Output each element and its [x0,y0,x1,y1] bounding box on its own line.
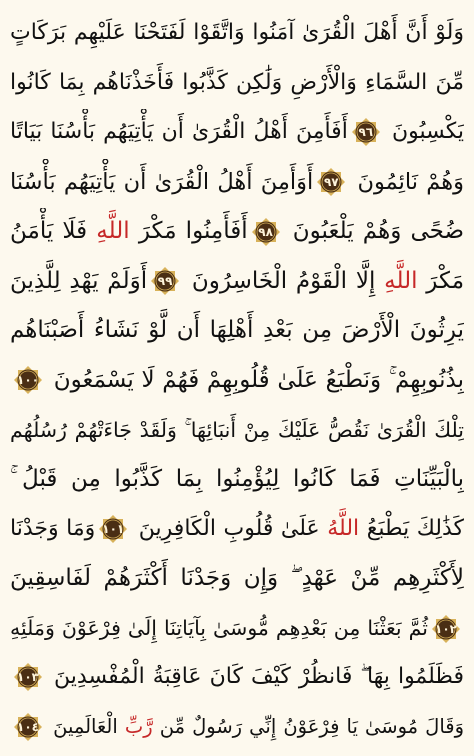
text-line [10,704,464,750]
verse-text: تِلْكَ الْقُرَىٰ نَقُصُّ عَلَيْكَ مِنْ أَنبَائِهَا ۚ وَلَقَدْ جَاءَتْهُمْ رُسُلُهُم [10,417,464,442]
text-line [10,357,464,403]
text-line [10,60,464,106]
text-line [10,109,464,155]
quran-text-block [10,10,464,750]
ayah-number: ١٠٠ [17,373,39,388]
ayah-number: ١٠٣ [17,670,39,685]
verse-text: الْعَالَمِينَ [53,714,118,738]
text-line [10,307,464,353]
ayah-end-rosette-icon [251,217,281,247]
text-line [10,654,464,700]
verse-text: يَرِثُونَ الْأَرْضَ مِن بَعْدِ أَهْلِهَا أَن لَّوْ نَشَاءُ أَصَبْنَاهُم [10,317,464,344]
verse-text: يَكْسِبُونَ [391,119,464,145]
text-line [10,555,464,601]
divine-name: رَّبِّ [124,714,153,738]
ayah-end-rosette-icon [98,514,128,544]
verse-text: مِّنَ السَّمَاءِ وَالْأَرْضِ وَلَٰكِن كَذَّبُوا فَأَخَذْنَاهُم بِمَا كَانُوا [10,69,464,95]
text-line [10,10,464,56]
text-line [10,208,464,254]
text-line [10,258,464,304]
verse-text: ضُحًى وَهُمْ يَلْعَبُونَ [292,218,464,245]
ayah-number: ١٠٤ [17,720,39,735]
ayah-end-rosette-icon [431,614,461,644]
ayah-end-rosette-icon [13,662,43,692]
verse-text: لِأَكْثَرِهِم مِّنْ عَهْدٍ ۖ وَإِن وَجَدْنَا أَكْثَرَهُمْ لَفَاسِقِينَ [10,565,464,592]
verse-text: أَوَأَمِنَ أَهْلُ الْقُرَىٰ أَن يَأْتِيَهُم بَأْسُنَا [10,168,314,195]
ayah-number: ٩٦ [358,125,374,140]
verse-text: كَذَٰلِكَ يَطْبَعُ [366,515,464,541]
divine-name: اللَّهِ [384,267,418,294]
verse-text: أَفَأَمِنَ أَهْلُ الْقُرَىٰ أَن يَأْتِيَهُم بَأْسُنَا بَيَاتًا [10,119,348,145]
verse-text: فَلَا يَأْمَنُ [10,218,88,245]
ayah-number: ٩٧ [323,175,339,190]
verse-text: أَفَأَمِنُوا مَكْرَ [138,218,248,245]
verse-text: وَلَوْ أَنَّ أَهْلَ الْقُرَىٰ آمَنُوا وَاتَّقَوْا لَفَتَحْنَا عَلَيْهِم بَرَكَاتٍ [10,20,464,45]
verse-text: وَقَالَ مُوسَىٰ يَا فِرْعَوْنُ إِنِّي رَسُولٌ مِّن [159,714,464,738]
verse-text: وَهُمْ نَائِمُونَ [357,168,464,195]
text-line [10,456,464,502]
text-line [10,407,464,453]
ayah-end-rosette-icon [13,712,43,742]
verse-text: وَمَا وَجَدْنَا [10,515,96,541]
verse-text: مَكْرَ [426,267,464,294]
ayah-number: ٩٨ [258,224,273,239]
text-line [10,506,464,552]
verse-text: إِلَّا الْقَوْمُ الْخَاسِرُونَ [191,267,376,294]
divine-name: اللَّهِ [96,218,130,245]
verse-text: فَظَلَمُوا بِهَا ۖ فَانظُرْ كَيْفَ كَانَ عَاقِبَةُ الْمُفْسِدِينَ [54,664,464,690]
verse-text: ثُمَّ بَعَثْنَا مِن بَعْدِهِم مُّوسَىٰ بِآيَاتِنَا إِلَىٰ فِرْعَوْنَ وَمَلَئِهِ [10,615,428,640]
ayah-end-rosette-icon [351,117,381,147]
ayah-end-rosette-icon [150,266,180,296]
ayah-end-rosette-icon [13,365,43,395]
text-line [10,605,464,651]
divine-name: اللَّهُ [327,515,360,541]
verse-text: أَوَلَمْ يَهْدِ لِلَّذِينَ [10,267,148,294]
text-line [10,159,464,205]
verse-text: بِذُنُوبِهِمْ ۚ وَنَطْبَعُ عَلَىٰ قُلُوبِهِمْ فَهُمْ لَا يَسْمَعُونَ [53,366,464,393]
ayah-end-rosette-icon [316,167,346,197]
ayah-number: ١٠١ [102,521,125,536]
ayah-number: ٩٩ [157,274,173,289]
verse-text: بِالْبَيِّنَاتِ فَمَا كَانُوا لِيُؤْمِنُوا بِمَا كَذَّبُوا مِن قَبْلُ ۚ [10,466,464,493]
verse-text: عَلَىٰ قُلُوبِ الْكَافِرِينَ [138,515,320,541]
ayah-number: ١٠٢ [435,621,457,636]
